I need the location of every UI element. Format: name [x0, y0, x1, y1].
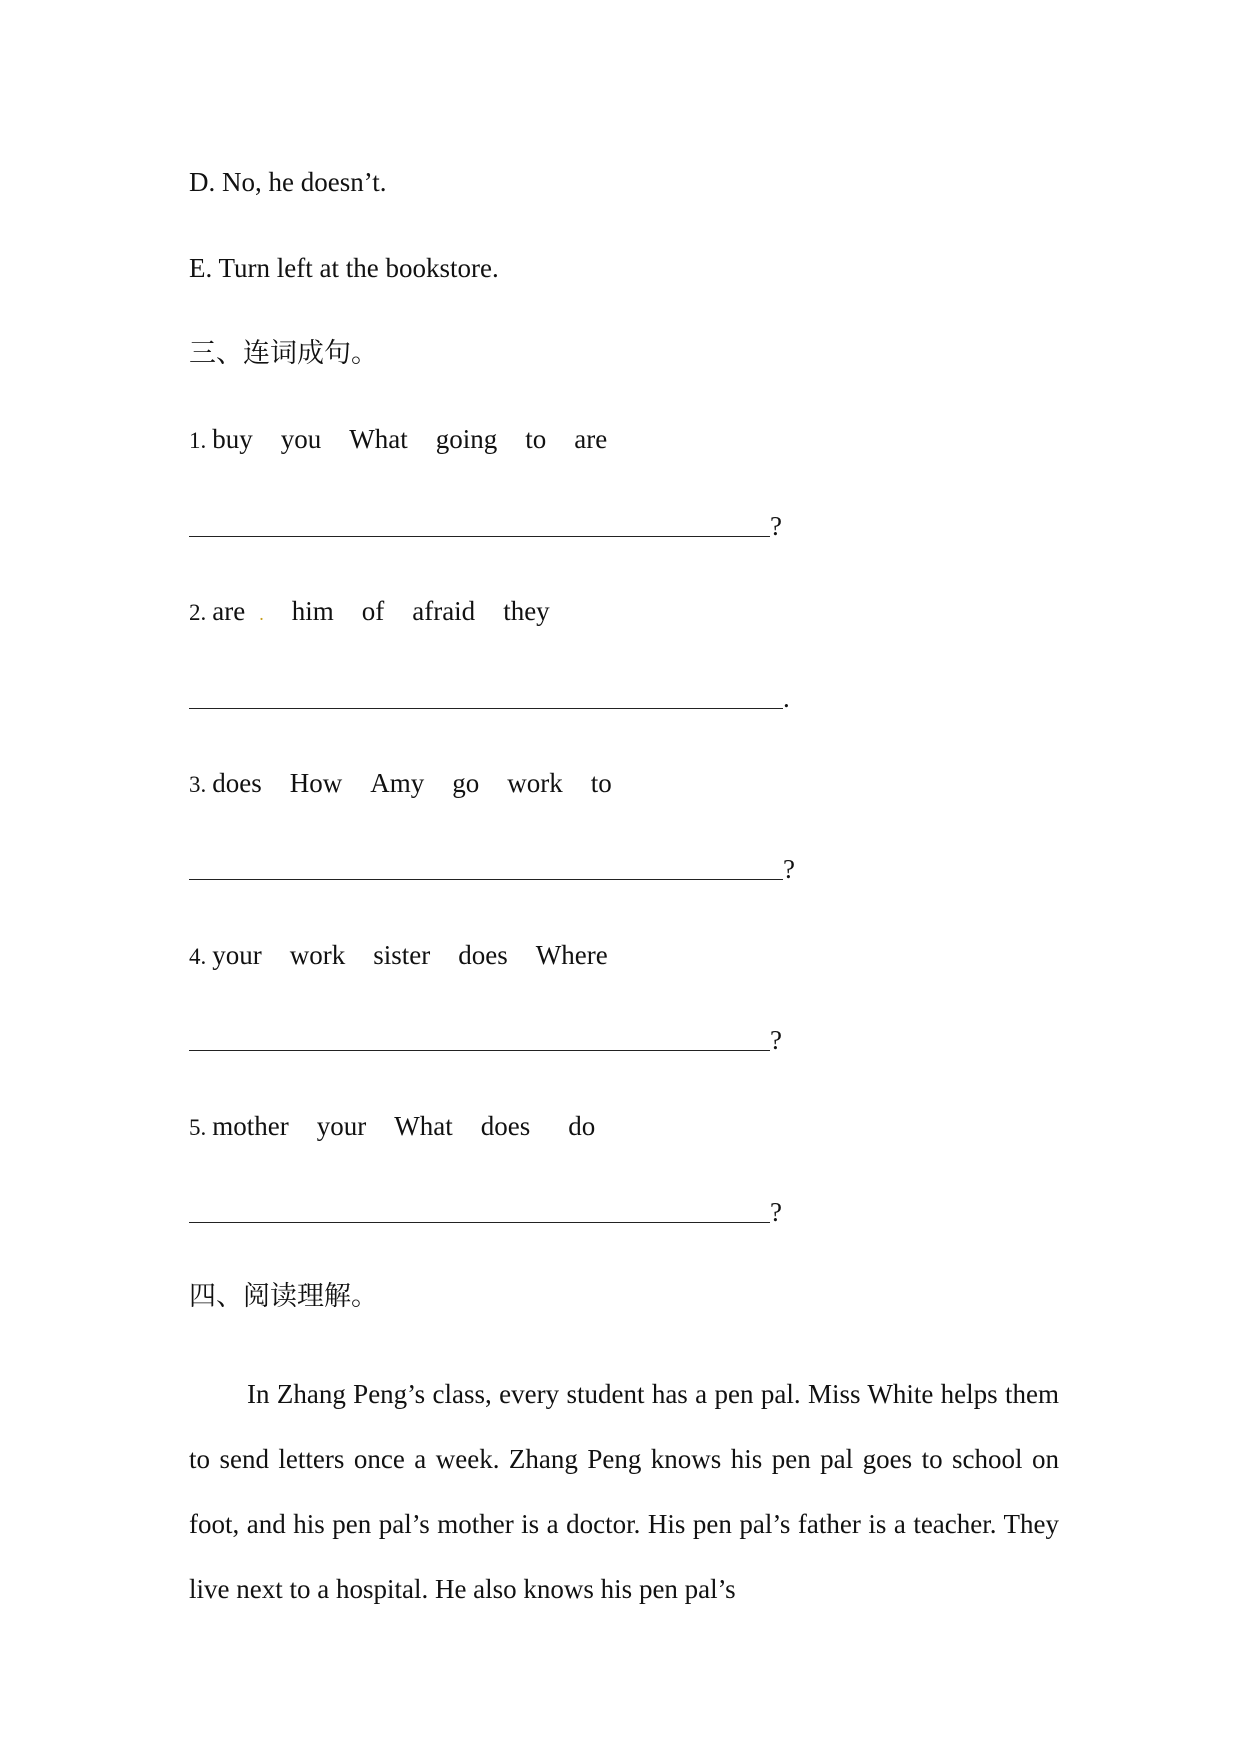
word: do	[568, 1111, 596, 1141]
question-5	[189, 1108, 623, 1146]
word: you	[280, 424, 322, 454]
answer-line	[189, 536, 770, 537]
word: sister	[373, 940, 431, 970]
option-d: D. No, he doesn’t.	[189, 167, 387, 197]
question-number: 4.	[189, 944, 207, 969]
word: afraid	[412, 596, 476, 626]
section-3-title: 三、连词成句。	[189, 338, 378, 369]
word: does	[458, 940, 508, 970]
end-punctuation: .	[783, 683, 790, 713]
word: of	[361, 596, 385, 626]
word: What	[394, 1111, 453, 1141]
answer-blank-5[interactable]	[189, 1194, 782, 1230]
question-4	[189, 937, 636, 975]
word: go	[452, 768, 480, 798]
word: they	[503, 596, 550, 626]
word: to	[590, 768, 612, 798]
word: work	[289, 940, 346, 970]
end-punctuation: ?	[770, 1197, 782, 1227]
word: your	[316, 1111, 367, 1141]
answer-line	[189, 879, 783, 880]
question-number: 2.	[189, 600, 207, 625]
word: mother	[212, 1111, 289, 1141]
question-number: 1.	[189, 428, 207, 453]
option-e: E. Turn left at the bookstore.	[189, 253, 499, 283]
word: are	[212, 596, 246, 626]
answer-blank-3[interactable]	[189, 851, 795, 887]
question-number: 3.	[189, 772, 207, 797]
answer-line	[189, 708, 783, 709]
end-punctuation: ?	[770, 1025, 782, 1055]
word: does	[480, 1111, 531, 1141]
stray-mark: .	[259, 604, 264, 624]
question-3	[189, 765, 640, 803]
word: going	[435, 424, 498, 454]
answer-blank-1[interactable]	[189, 508, 782, 544]
word: are	[574, 424, 608, 454]
word: your	[212, 940, 262, 970]
word: How	[289, 768, 343, 798]
word: to	[525, 424, 547, 454]
word: Where	[535, 940, 608, 970]
word: Amy	[370, 768, 425, 798]
section-4-title: 四、阅读理解。	[189, 1281, 378, 1312]
answer-line	[189, 1222, 770, 1223]
answer-blank-2[interactable]	[189, 680, 790, 716]
word: work	[507, 768, 563, 798]
word: buy	[212, 424, 253, 454]
word: does	[212, 768, 262, 798]
end-punctuation: ?	[783, 854, 795, 884]
answer-line	[189, 1050, 770, 1051]
reading-passage: In Zhang Peng’s class, every student has a pen pal. Miss White helps them to send letters once a week. Zhang Peng knows his pen pal goes to school on foot, and his pen pal’s mother is a doctor. His pen pal’s father is a teacher. They live next to a hospital. He also knows his pen pal’s	[189, 1379, 1059, 1604]
question-number: 5.	[189, 1115, 207, 1140]
word: him	[291, 596, 334, 626]
answer-blank-4[interactable]	[189, 1022, 782, 1058]
question-2	[189, 593, 578, 632]
end-punctuation: ?	[770, 511, 782, 541]
question-1	[189, 421, 635, 459]
word: What	[349, 424, 408, 454]
